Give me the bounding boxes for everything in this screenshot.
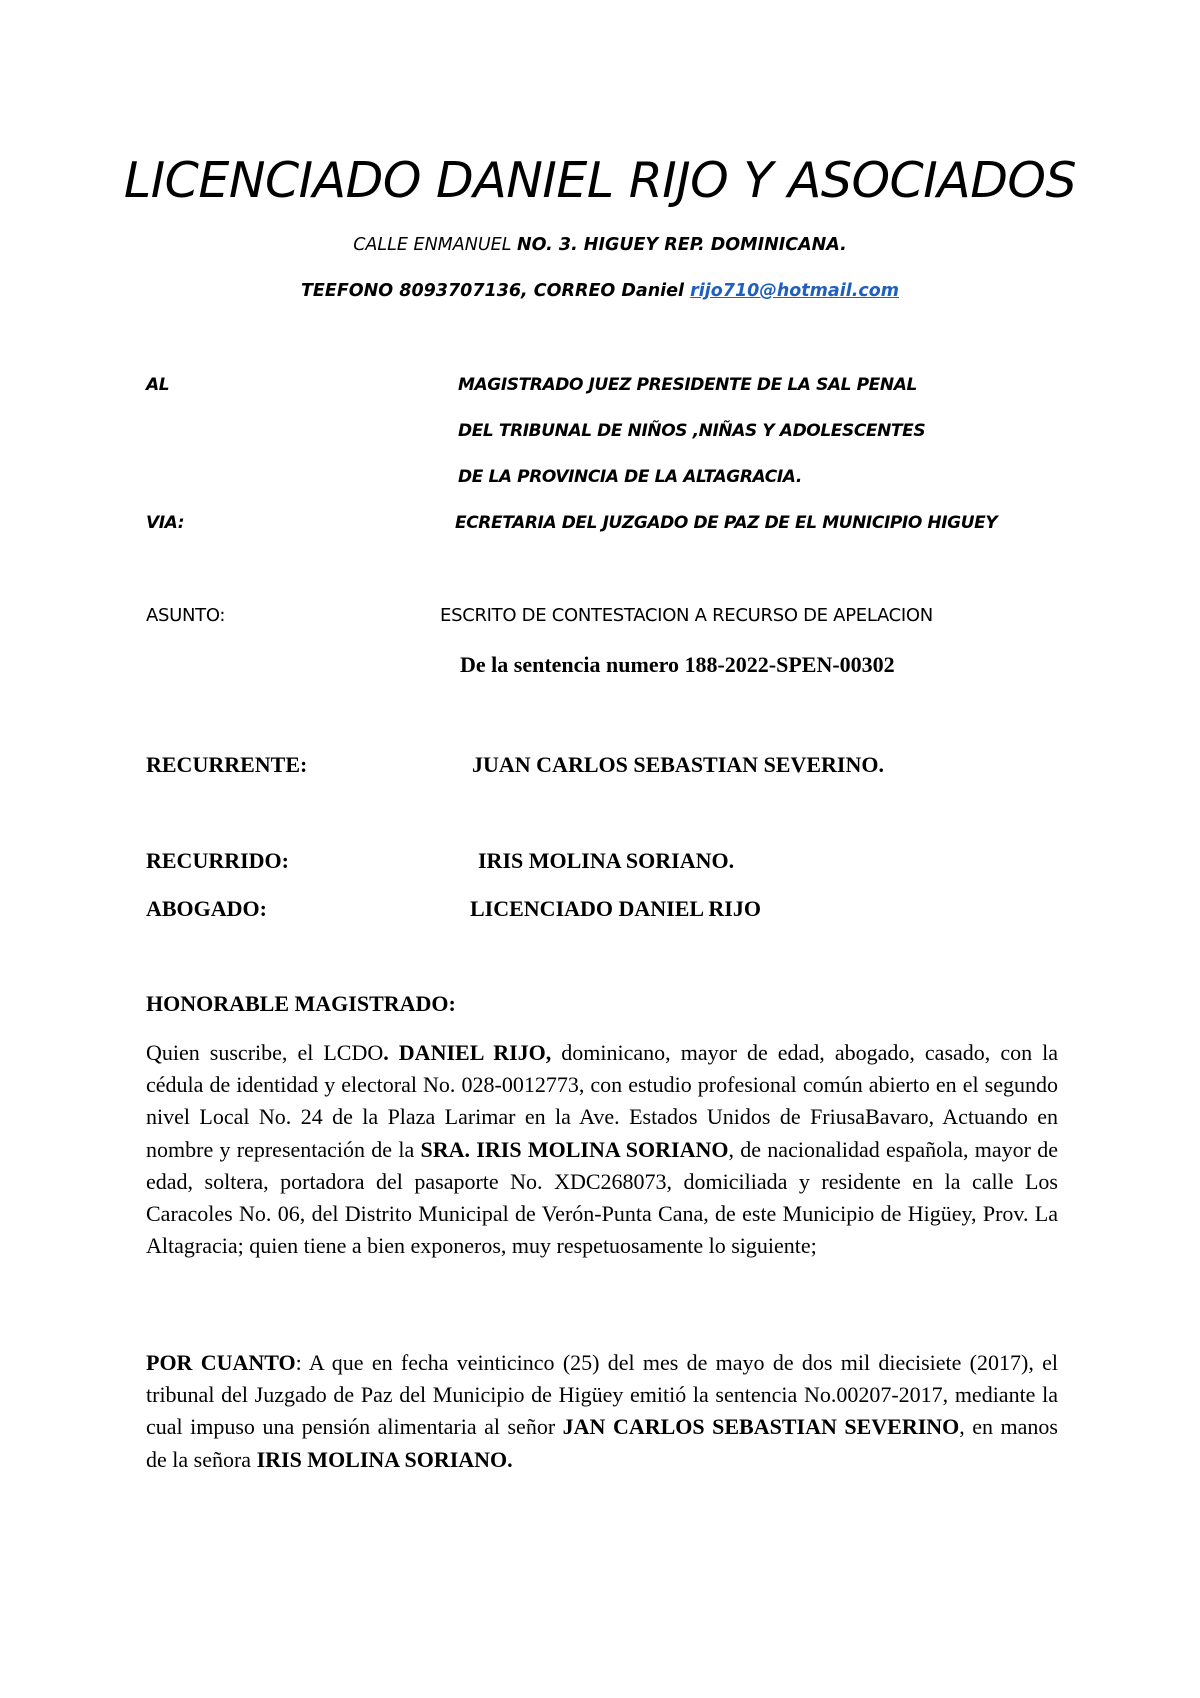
p2-appellant-name: JAN CARLOS SEBASTIAN SEVERINO (562, 1414, 960, 1440)
address-street: CALLE ENMANUEL (353, 235, 518, 255)
asunto-label: ASUNTO: (146, 605, 226, 626)
intro-paragraph (146, 1037, 1058, 1262)
firm-address (0, 235, 1200, 255)
p2-respondent-name: IRIS MOLINA SORIANO. (256, 1446, 513, 1472)
p1-text-c: dominicano, mayor de edad, abogado, casado, con la cédula de identidad y electoral No. 028-0012773, con estudio profesional común abierto en el segundo nivel Local No. 24 de la Plaza Larimar en la Ave. Estados Unidos de FriusaBavaro, Actuando en nombre y representación de la (146, 1040, 1059, 1162)
p1-text-e: , de nacionalidad española, mayor de edad, soltera, portadora del pasaporte No. XDC268073, domiciliada y residente en la calle Los Caracoles No. 06, del Distrito Municipal de Verón-Punta Cana, de este Municipio de Higüey, Prov. La Altagracia; quien tiene a bien exponeros, muy respetuosamente lo siguiente; (146, 1136, 1058, 1259)
p1-client-name: SRA. IRIS MOLINA SORIANO (420, 1136, 729, 1162)
p1-text-a: Quien suscribe, el LCDO (146, 1040, 384, 1065)
al-label: AL (146, 375, 170, 395)
al-line-1: MAGISTRADO JUEZ PRESIDENTE DE LA SAL PENAL (458, 375, 917, 395)
recurrido-value: IRIS MOLINA SORIANO. (478, 848, 735, 873)
abogado-value: LICENCIADO DANIEL RIJO (470, 896, 761, 921)
al-line-3: DE LA PROVINCIA DE LA ALTAGRACIA. (458, 467, 802, 487)
por-cuanto-label: POR CUANTO (146, 1350, 296, 1375)
p2-text-b: : A que en fecha veinticinco (25) del mes de mayo de dos mil diecisiete (2017), el tribunal del Juzgado de Paz del Municipio de Higüey emitió la sentencia No.00207-2017, mediante la cual impuso una pensión alimentaria al señor (146, 1350, 1058, 1440)
abogado-label: ABOGADO: (146, 896, 267, 921)
email-link[interactable]: rijo710@hotmail.com (690, 281, 899, 301)
sentence-number: De la sentencia numero 188-2022-SPEN-00302 (460, 652, 895, 677)
recurrido-label: RECURRIDO: (146, 848, 289, 873)
contact-phone: TEEFONO 8093707136, CORREO Daniel (300, 281, 691, 301)
por-cuanto-paragraph (146, 1347, 1058, 1476)
p1-lawyer-name: . DANIEL RIJO, (383, 1040, 552, 1065)
firm-name-heading: LICENCIADO DANIEL RIJO Y ASOCIADOS (123, 152, 1077, 209)
address-number-city: NO. 3. HIGUEY REP. DOMINICANA. (517, 235, 847, 255)
asunto-value: ESCRITO DE CONTESTACION A RECURSO DE APELACION (440, 605, 933, 626)
al-line-2: DEL TRIBUNAL DE NIÑOS ,NIÑAS Y ADOLESCENTES (458, 421, 926, 441)
via-value: ECRETARIA DEL JUZGADO DE PAZ DE EL MUNICIPIO HIGUEY (455, 513, 998, 533)
p2-text-d: , en manos de la señora (146, 1414, 1058, 1472)
via-label: VIA: (146, 513, 185, 533)
recurrente-value: JUAN CARLOS SEBASTIAN SEVERINO. (472, 752, 884, 777)
firm-contact (0, 281, 1200, 301)
recurrente-label: RECURRENTE: (146, 752, 308, 777)
salutation: HONORABLE MAGISTRADO: (146, 991, 456, 1016)
